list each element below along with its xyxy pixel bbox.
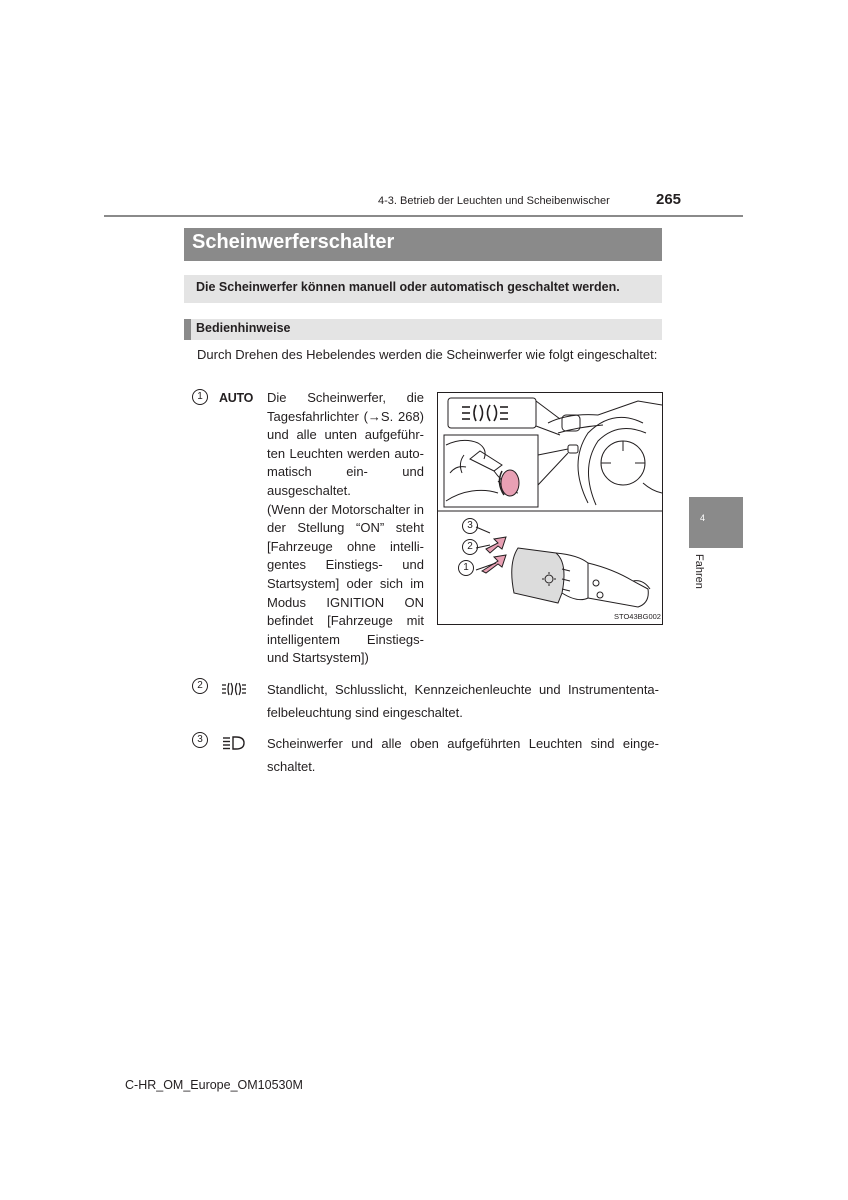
callout-3: 3: [462, 518, 478, 534]
item-number-3: 3: [192, 732, 208, 748]
callout-leader: [536, 401, 560, 419]
running-header: 4-3. Betrieb der Leuchten und Scheibenwischer: [378, 195, 610, 207]
item-1-line: gentes Einstiegs- und: [267, 557, 424, 573]
item-1-line: Modus IGNITION ON: [267, 594, 424, 610]
subsection-accent: [184, 319, 191, 340]
intro-paragraph: Durch Drehen des Hebelendes werden die Scheinwerfer wie folgt eingeschaltet:: [197, 347, 658, 362]
parking-light-icon: [221, 681, 247, 702]
lever-closeup: [512, 548, 650, 607]
hand-sketch: [444, 435, 538, 507]
item-1-line: und Startsystem]): [267, 650, 369, 666]
chapter-tab: [689, 497, 743, 548]
item-3-line: schaltet.: [267, 758, 316, 774]
rotation-highlight: [501, 470, 519, 496]
headlight-switch-illustration: [437, 392, 663, 625]
item-number-2: 2: [192, 678, 208, 694]
summary-text: Die Scheinwerfer können manuell oder automatisch geschaltet werden.: [196, 280, 620, 294]
item-1-text: [267, 389, 424, 668]
page-number: 265: [656, 191, 682, 208]
item-1-line: und alle unten aufgeführ-: [267, 427, 424, 443]
page-title: Scheinwerferschalter: [192, 231, 395, 253]
item-1-line: (Wenn der Motorschalter in: [267, 501, 424, 517]
document-code: C-HR_OM_Europe_OM10530M: [125, 1078, 303, 1092]
item-1-line: matisch ein- und: [267, 464, 424, 480]
subsection-heading: Bedienhinweise: [196, 321, 291, 335]
callout-leader: [536, 426, 560, 435]
item-3-line: Scheinwerfer und alle oben aufgeführten Leuchten sind einge-: [267, 736, 659, 751]
item-1-line: der Stellung “ON” steht: [267, 520, 424, 536]
item-2-line: felbeleuchtung sind eingeschaltet.: [267, 704, 463, 720]
item-1-line: Die Scheinwerfer, die: [267, 390, 424, 405]
item-1-line: ten Leuchten werden auto-: [267, 445, 424, 461]
callout-box: [448, 398, 536, 428]
item-1-line: ausgeschaltet.: [267, 482, 351, 498]
illustration-drawing: [438, 393, 662, 624]
callout-line: [476, 527, 490, 533]
illustration-code: STO43BG002: [614, 612, 661, 621]
item-1-line: befindet [Fahrzeuge mit: [267, 613, 424, 629]
item-1-line: intelligentem Einstiegs-: [267, 631, 424, 647]
callout-2: 2: [462, 539, 478, 555]
item-2-text: [267, 679, 659, 724]
item-1-line: [Fahrzeuge ohne intelli-: [267, 538, 424, 554]
item-2-line: Standlicht, Schlusslicht, Kennzeichenleuchte und Instrumententa-: [267, 682, 659, 697]
callout-1: 1: [458, 560, 474, 576]
chapter-label: Fahren: [693, 554, 705, 589]
item-3-text: [267, 733, 659, 778]
chapter-number: 4: [700, 513, 706, 523]
item-1-line: Tagesfahrlichter (→S. 268): [267, 408, 424, 424]
headlight-icon: [222, 735, 246, 756]
item-number-1: 1: [192, 389, 208, 405]
auto-icon: AUTO: [219, 391, 253, 405]
header-rule: [104, 215, 743, 217]
item-1-line: Startsystem] oder sich im: [267, 575, 424, 591]
